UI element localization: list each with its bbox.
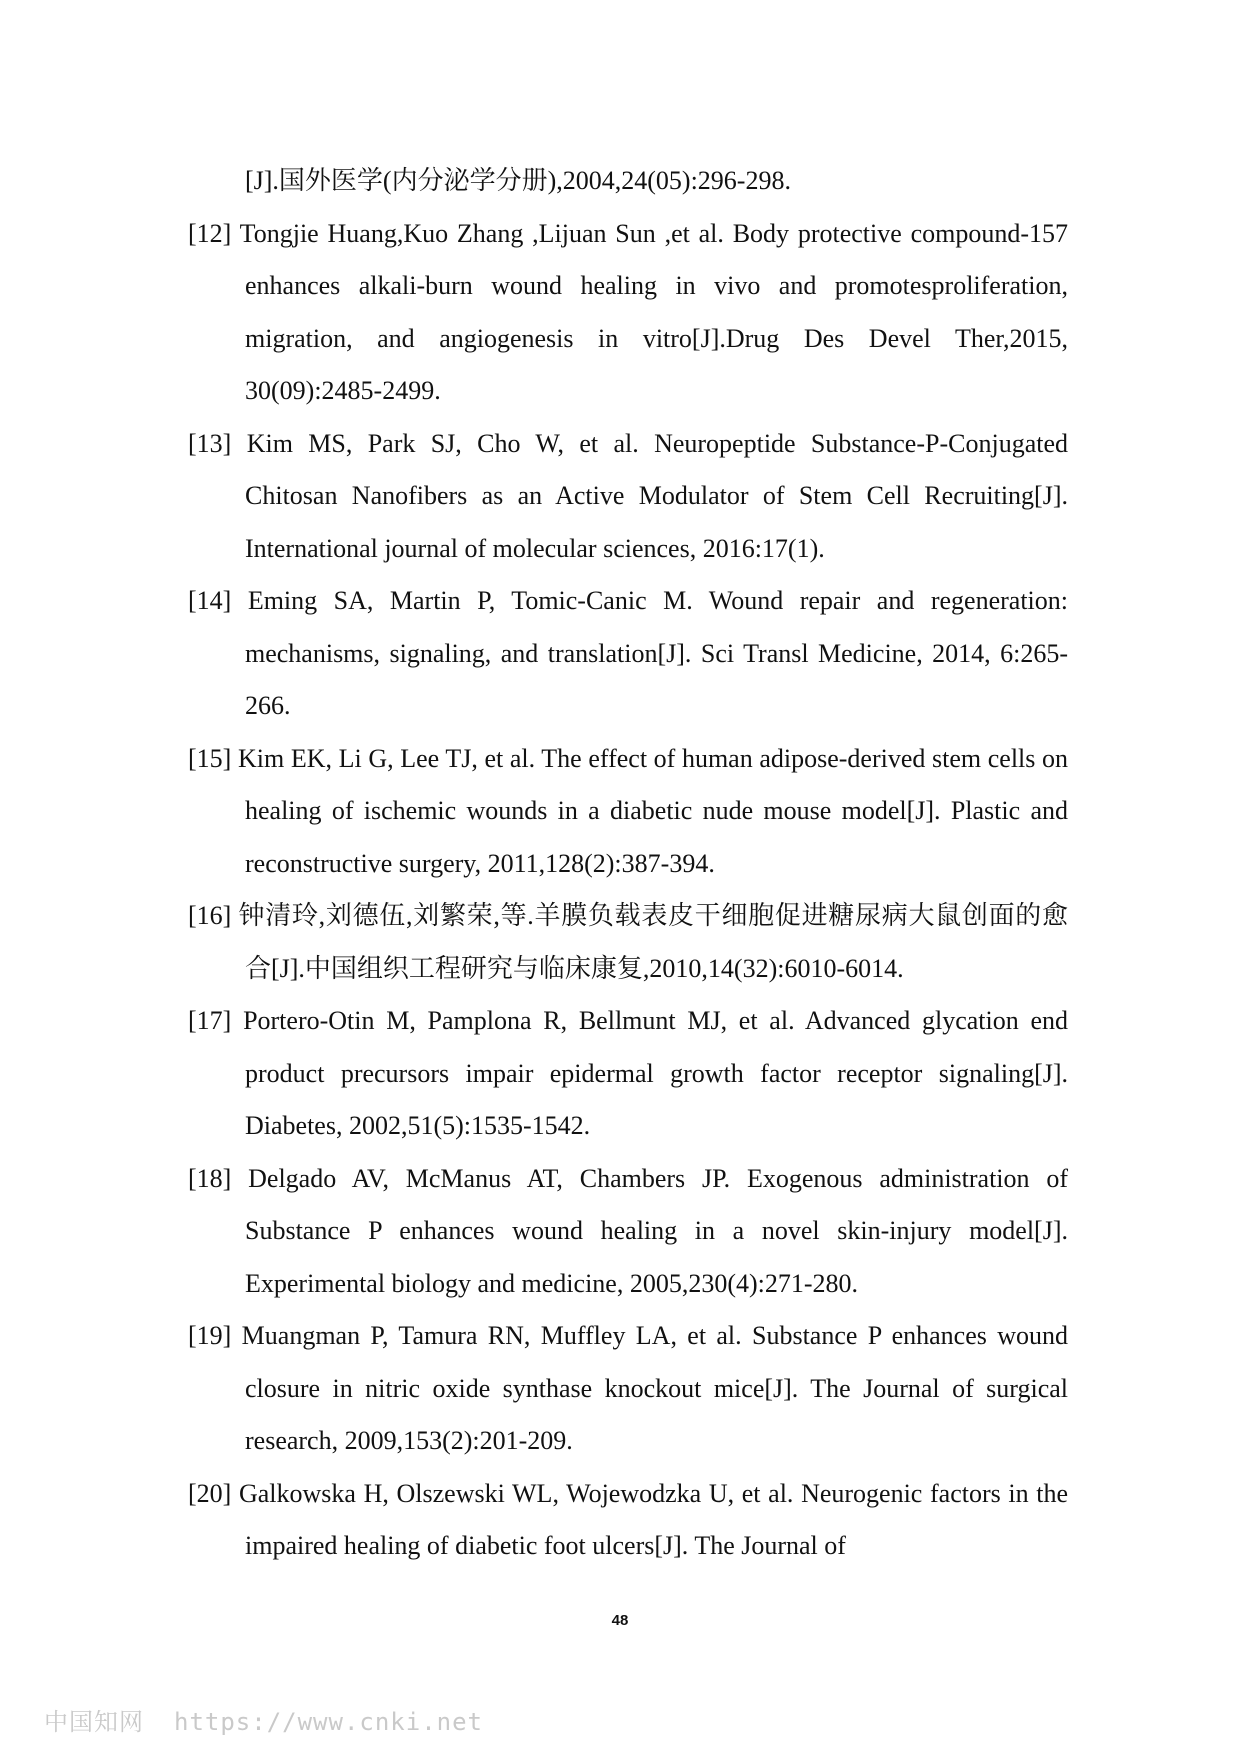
reference-text: Galkowska H, Olszewski WL, Wojewodzka U, et al. Neurogenic factors in the impaired healing of diabetic foot ulcers[J]. The Journal of: [238, 1478, 1069, 1560]
reference-text: Eming SA, Martin P, Tomic-Canic M. Wound repair and regeneration: mechanisms, signaling, and translation[J]. Sci Transl Medicine, 2014, 6:265-266.: [245, 586, 1068, 720]
reference-number: [18]: [188, 1163, 232, 1193]
reference-text: Portero-Otin M, Pamplona R, Bellmunt MJ, et al. Advanced glycation end product precursors impair epidermal growth factor receptor signaling[J]. Diabetes, 2002,51(5):1535-1542.: [243, 1006, 1068, 1140]
reference-19: [188, 1310, 1068, 1468]
reference-13: [188, 418, 1068, 576]
reference-number: [15]: [188, 743, 232, 773]
reference-text: Kim EK, Li G, Lee TJ, et al. The effect of human adipose-derived stem cells on healing of ischemic wounds in a diabetic nude mouse model[J]. Plastic and reconstructive surgery, 2011,128(2):387-394.: [237, 743, 1069, 878]
reference-text: Delgado AV, McManus AT, Chambers JP. Exogenous administration of Substance P enhances wound healing in a novel skin-injury model[J]. Experimental biology and medicine, 2005,230(4):271-280.: [245, 1163, 1068, 1298]
reference-17: [188, 995, 1068, 1153]
reference-20: [188, 1468, 1068, 1573]
reference-number: [13]: [188, 428, 232, 458]
watermark-url: https://www.cnki.net: [174, 1708, 483, 1736]
reference-number: [17]: [188, 1006, 232, 1035]
reference-number: [14]: [188, 586, 232, 615]
reference-number: [19]: [188, 1321, 232, 1350]
reference-text: 钟清玲,刘德伍,刘繁荣,等.羊膜负载表皮干细胞促进糖尿病大鼠创面的愈合[J].中国组织工程研究与临床康复,2010,14(32):6010-6014.: [238, 901, 1068, 983]
reference-text: Kim MS, Park SJ, Cho W, et al. Neuropeptide Substance-P-Conjugated Chitosan Nanofibers as an Active Modulator of Stem Cell Recruiting[J]. International journal of molecular sciences, 2016:17(1).: [245, 428, 1068, 563]
reference-continuation: [188, 155, 1068, 208]
reference-list: [188, 155, 1068, 1573]
reference-text: Muangman P, Tamura RN, Muffley LA, et al. Substance P enhances wound closure in nitric oxide synthase knockout mice[J]. The Journal of surgical research, 2009,153(2):201-209.: [241, 1321, 1069, 1455]
reference-number: [16]: [188, 901, 232, 930]
reference-12: [188, 208, 1068, 418]
reference-18: [188, 1153, 1068, 1311]
reference-15: [188, 733, 1068, 891]
reference-number: [12]: [188, 218, 232, 248]
reference-14: [188, 575, 1068, 733]
reference-text: [J].国外医学(内分泌学分册),2004,24(05):296-298.: [245, 166, 791, 195]
watermark-site-name: 中国知网: [44, 1708, 144, 1736]
reference-16: [188, 890, 1068, 995]
reference-number: [20]: [188, 1478, 232, 1508]
reference-text: Tongjie Huang,Kuo Zhang ,Lijuan Sun ,et al. Body protective compound-157 enhances alkali-burn wound healing in vivo and promotesproliferation, migration, and angiogenesis in vitro[J].Drug Des Devel Ther,2015, 30(09):2485-2499.: [239, 218, 1069, 405]
watermark: [44, 1702, 483, 1737]
page-number: 48: [611, 1612, 629, 1629]
